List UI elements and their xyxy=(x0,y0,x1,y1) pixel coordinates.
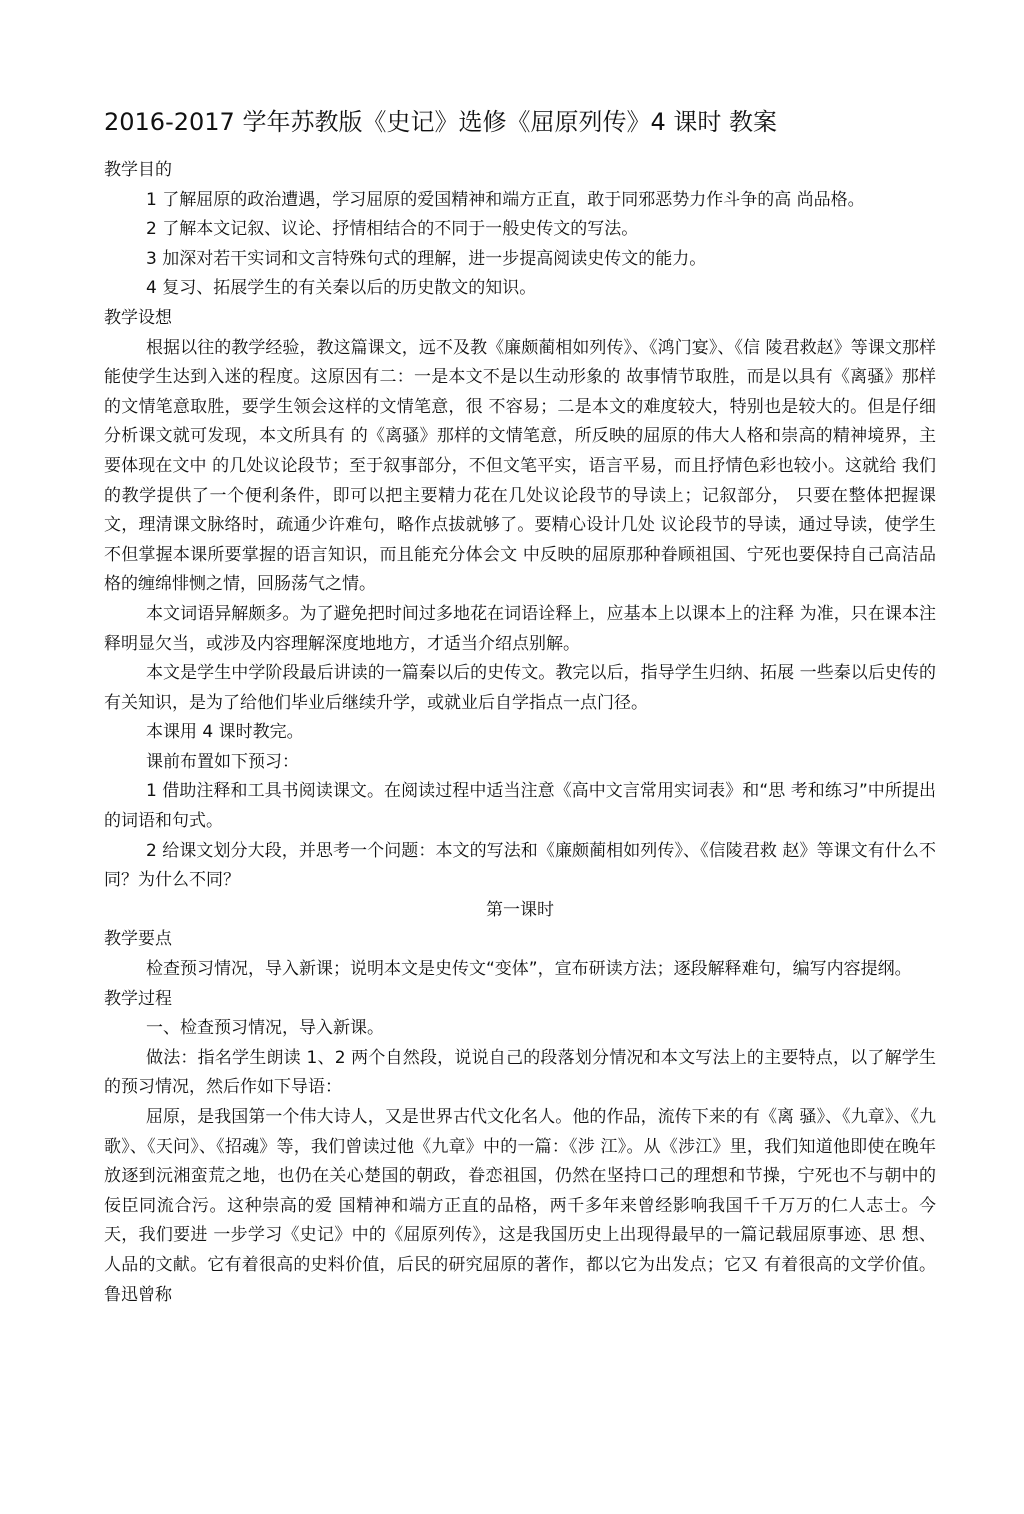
document-page xyxy=(104,104,936,1310)
design-paragraph-4: 本课用 4 课时教完。 xyxy=(146,722,304,743)
section-heading-design: 教学设想 xyxy=(104,307,172,328)
section-heading-process: 教学过程 xyxy=(104,988,172,1009)
section-heading-goals: 教学目的 xyxy=(104,160,172,180)
document-title: 2016-2017 学年苏教版《史记》选修《屈原列传》4 课时 教案 xyxy=(104,108,777,136)
lesson-1-heading: 第一课时 xyxy=(486,899,554,920)
design-paragraph-5: 课前布置如下预习： xyxy=(146,751,299,772)
design-paragraph-3: 本文是学生中学阶段最后讲读的一篇秦以后的史传文。教完以后，指导学生归纳、拓展 一些秦以后史传的有关知识，是为了给他们毕业后继续升学，或就业后自学指点一点门径。 xyxy=(104,663,936,713)
process-paragraph-1: 一、检查预习情况，导入新课。 xyxy=(146,1018,384,1039)
process-paragraph-3: 屈原，是我国第一个伟大诗人，又是世界古代文化名人。他的作品，流传下来的有《离 骚》、《九章》、《九歌》、《天问》、《招魂》等，我们曾读过他《九章》中的一篇：《涉 江》。从《涉江》里，我们知道他即使在晚年放逐到沅湘蛮荒之地，也仍在关心楚国的朝政，眷恋祖国，仍然在坚持口己的理想和节操，宁死也不与朝中的佞臣同流合污。这种崇高的爱 国精神和端方正直的品格，两千多年来曾经影响我国千千万万的仁人志士。今天，我们要进 一步学习《史记》中的《屈原列传》，这是我国历史上出现得最早的一篇记载屈原事迹、思 想、人品的文献。它有着很高的史料价值，后民的研究屈原的著作，都以它为出发点；它又 有着很高的文学价值。鲁迅曾称 xyxy=(104,1107,936,1305)
section-heading-points: 教学要点 xyxy=(104,929,172,950)
goal-item-3: 3 加深对若干实词和文言特殊句式的理解，进一步提高阅读史传文的能力。 xyxy=(146,248,707,269)
goal-item-4: 4 复习、拓展学生的有关秦以后的历史散文的知识。 xyxy=(146,278,537,299)
goal-item-1: 1 了解屈原的政治遭遇，学习屈原的爱国精神和端方正直，敢于同邪恶势力作斗争的高 尚品格。 xyxy=(146,189,865,210)
design-paragraph-2: 本文词语异解颇多。为了避免把时间过多地花在词语诠释上，应基本上以课本上的注释 为准，只在课本注释明显欠当，或涉及内容理解深度地地方，才适当介绍点别解。 xyxy=(104,603,936,654)
design-paragraph-1: 根据以往的教学经验，教这篇课文，远不及教《廉颇蔺相如列传》、《鸿门宴》、《信 陵君救赵》等课文那样能使学生达到入迷的程度。这原因有二：一是本文不是以生动形象的 故事情节取胜，而是以具有《离骚》那样的文情笔意取胜，要学生领会这样的文情笔意，很 不容易；二是本文的难度较大，特别也是较大的。但是仔细分析课文就可发现，本文所具有 的《离骚》那样的文情笔意，所反映的屈原的伟大人格和崇高的精神境界，主要体现在文中 的几处议论段节；至于叙事部分，不但文笔平实，语言平易，而且抒情色彩也较小。这就给 我们的教学提供了一个便利条件，即可以把主要精力花在几处议论段节的导读上；记叙部分， 只要在整体把握课文，理清课文脉络时，疏通少许难句，略作点拔就够了。要精心设计几处 议论段节的导读，通过导读，使学生不但掌握本课所要掌握的语言知识，而且能充分体会文 中反映的屈原那种眷顾祖国、宁死也要保持自己高洁品格的缠绵悱恻之情，回肠荡气之情。 xyxy=(104,337,936,595)
prep-item-2: 2 给课文划分大段，并思考一个问题：本文的写法和《廉颇蔺相如列传》、《信陵君救 赵》等课文有什么不同？为什么不同？ xyxy=(104,840,936,891)
points-paragraph: 检查预习情况，导入新课；说明本文是史传文“变体”，宣布研读方法；逐段解释难句，编写内容提纲。 xyxy=(146,959,912,980)
goal-item-2: 2 了解本文记叙、议论、抒情相结合的不同于一般史传文的写法。 xyxy=(146,219,639,240)
process-paragraph-2: 做法：指名学生朗读 1、2 两个自然段，说说自己的段落划分情况和本文写法上的主要特点，以了解学生的预习情况，然后作如下导语： xyxy=(104,1047,936,1098)
prep-item-1: 1 借助注释和工具书阅读课文。在阅读过程中适当注意《高中文言常用实词表》和“思 考和练习”中所提出的词语和句式。 xyxy=(104,781,936,832)
